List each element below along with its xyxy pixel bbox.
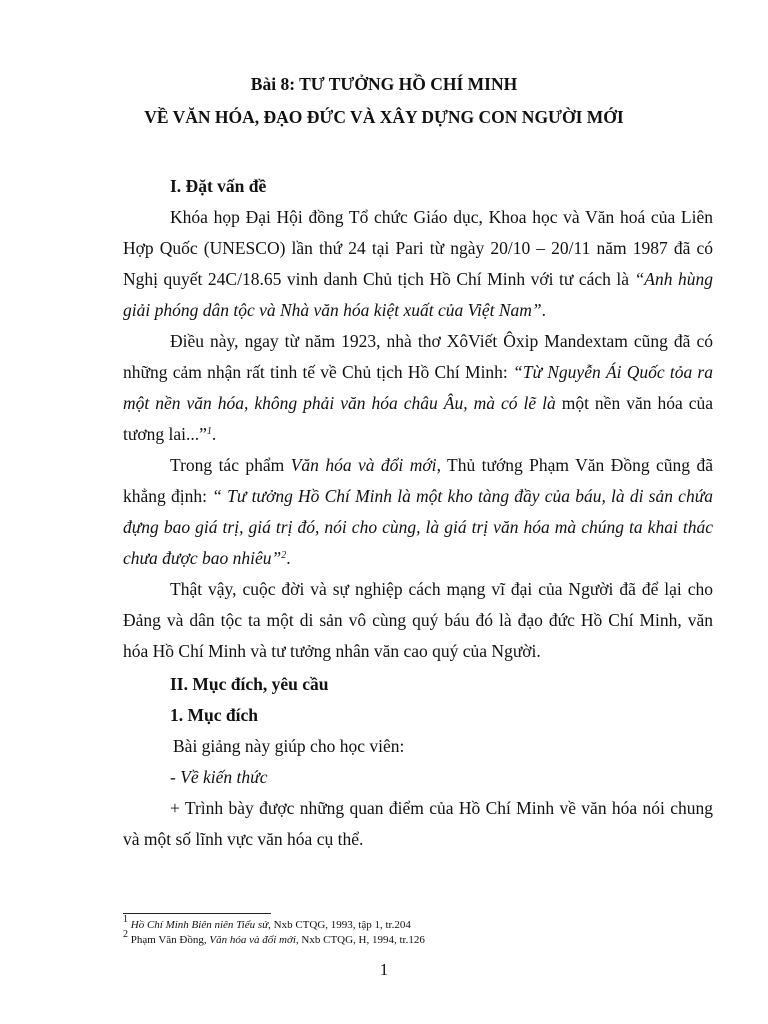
paragraph-line: Đảng và dân tộc ta một di sản vô cùng quý báu đó là đạo đức Hồ Chí Minh, văn xyxy=(123,610,713,630)
quote-text: chưa được bao nhiêu” xyxy=(123,548,282,568)
quote-text: một nền văn hóa, không phải văn hóa châu Âu, mà có lẽ là xyxy=(123,393,556,413)
footnote-text: , Nxb CTQG, 1993, tập 1, tr.204 xyxy=(268,919,411,931)
paragraph-line: hóa Hồ Chí Minh và tư tưởng nhân văn cao quý của Người. xyxy=(123,641,541,661)
paragraph-line: Khóa họp Đại Hội đồng Tổ chức Giáo dục, Khoa học và Văn hoá của Liên xyxy=(170,207,713,227)
paragraph-line xyxy=(123,362,713,383)
text-run: tương lai...” xyxy=(123,424,207,444)
footnote-separator xyxy=(123,913,271,914)
footnote-ref: 2 xyxy=(281,550,287,561)
lesson-subtitle: VỀ VĂN HÓA, ĐẠO ĐỨC VÀ XÂY DỰNG CON NGƯỜI MỚI xyxy=(144,107,624,127)
text-run: . xyxy=(541,300,547,320)
footnote-number: 1 xyxy=(123,914,128,925)
footnote-1 xyxy=(123,914,411,931)
paragraph-line: Hợp Quốc (UNESCO) lần thứ 24 tại Pari từ ngày 20/10 – 20/11 năm 1987 đã có xyxy=(123,238,713,258)
section-heading-2: II. Mục đích, yêu cầu xyxy=(170,674,329,694)
paragraph-line xyxy=(123,424,713,445)
text-run: Trong tác phẩm xyxy=(170,455,285,475)
paragraph-line xyxy=(123,269,713,290)
list-label-text: - Về kiến thức xyxy=(170,767,268,787)
paragraph-line: Thật vậy, cuộc đời và sự nghiệp cách mạng vĩ đại của Người đã để lại cho xyxy=(170,579,713,599)
footnote-title: Hồ Chí Minh Biên niên Tiểu sử xyxy=(130,919,269,931)
section-heading-1: I. Đặt vấn đề xyxy=(170,176,267,196)
subsection-heading: 1. Mục đích xyxy=(170,705,258,725)
quote-text: “ Tư tưởng Hồ Chí Minh là một kho tàng đầy của báu, là di sản chứa xyxy=(212,486,713,506)
paragraph-line xyxy=(123,393,713,414)
text-run: khẳng định: xyxy=(123,486,207,506)
list-item-line: và một số lĩnh vực văn hóa cụ thể. xyxy=(123,829,364,849)
text-run: Nghị quyết 24C/18.65 vinh danh Chủ tịch Hồ Chí Minh với tư cách là xyxy=(123,269,630,289)
paragraph-line xyxy=(170,455,713,476)
paragraph-line: Bài giảng này giúp cho học viên: xyxy=(173,736,405,756)
quote-text: “Từ Nguyễn Ái Quốc tỏa ra xyxy=(513,362,713,382)
footnote-text: Phạm Văn Đồng, xyxy=(130,934,207,946)
quote-text: đựng bao giá trị, giá trị đó, nói cho cùng, là giá trị văn hóa mà chúng ta khai thác xyxy=(123,517,713,537)
footnote-title: Văn hóa và đổi mới xyxy=(209,934,296,946)
list-label xyxy=(170,767,713,788)
footnote-ref: 1 xyxy=(206,426,212,437)
footnote-text: , Nxb CTQG, H, 1994, tr.126 xyxy=(295,934,425,946)
text-run: . xyxy=(286,548,291,568)
work-title: Văn hóa và đổi mới xyxy=(290,455,437,475)
paragraph-line xyxy=(123,517,713,538)
paragraph-line xyxy=(123,300,713,321)
paragraph-line: Điều này, ngay từ năm 1923, nhà thơ XôViết Ôxip Mandextam cũng đã có xyxy=(170,331,713,351)
lesson-title: Bài 8: TƯ TƯỞNG HỒ CHÍ MINH xyxy=(250,74,518,94)
quote-text: “Anh hùng xyxy=(634,269,713,289)
text-run: . xyxy=(211,424,217,444)
paragraph-line xyxy=(123,486,713,507)
footnote-number: 2 xyxy=(123,929,128,940)
text-run: một nền văn hóa của xyxy=(561,393,714,413)
text-run: những cảm nhận rất tinh tế về Chủ tịch Hồ Chí Minh: xyxy=(123,362,508,382)
footnote-2 xyxy=(123,929,425,946)
text-run: , Thủ tướng Phạm Văn Đồng cũng đã xyxy=(436,455,713,475)
page-number: 1 xyxy=(379,960,389,979)
list-item-line: + Trình bày được những quan điểm của Hồ Chí Minh về văn hóa nói chung xyxy=(170,798,713,818)
quote-text: giải phóng dân tộc và Nhà văn hóa kiệt xuất của Việt Nam” xyxy=(123,300,542,320)
paragraph-line xyxy=(123,548,713,569)
